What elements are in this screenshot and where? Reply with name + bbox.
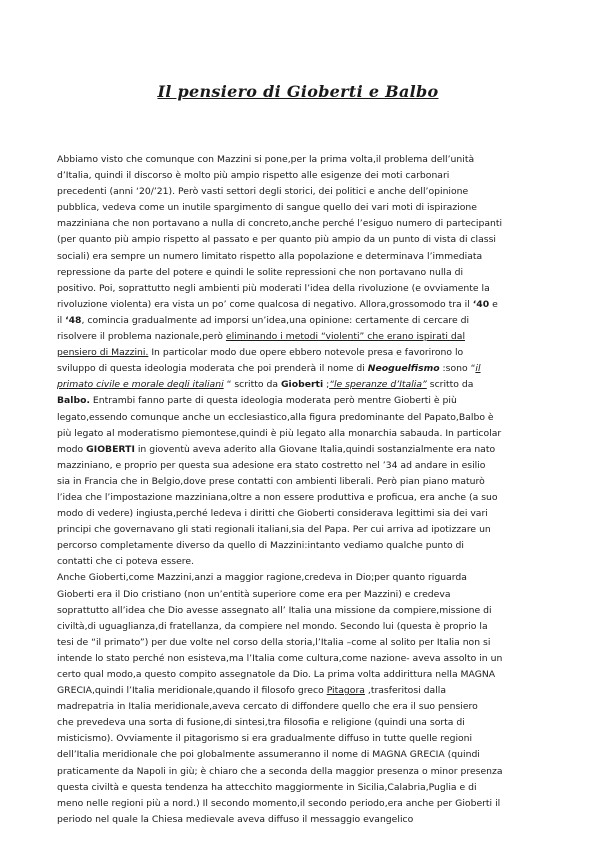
text-run: GIOBERTI [86,443,135,455]
text-run: sociali) era sempre un numero limitato rispetto alla popolazione e determinava l’immediata [57,250,483,262]
text-line [57,168,521,184]
text-line [57,715,521,731]
text-run: ‘48 [65,314,82,326]
text-line [57,699,521,715]
text-line [57,458,521,474]
text-run: “ scritto da [223,379,281,391]
text-line [57,249,521,265]
text-line [57,554,521,570]
text-run: dell’Italia meridionale che poi globalmente assumeranno il nome di MAGNA GRECIA (quindi [57,749,480,761]
text-run: meno nelle regioni più a nord.) Il secondo momento,il secondo periodo,era anche per Gioberti il [57,797,501,809]
text-run: civiltà,di uguaglianza,di fratellanza, da compiere nel mondo. Secondo lui (questa è proprio la [57,620,488,632]
text-line [57,796,521,812]
text-line [57,570,521,586]
text-run: praticamente da Napoli in giù; è chiaro che a seconda della maggior presenza o minor presenza [57,765,503,777]
text-line [57,184,521,200]
text-run: positivo. Poi, soprattutto negli ambienti più moderati l’idea della rivoluzione (e ovviamente la [57,282,490,294]
text-line [57,361,521,377]
text-run: pubblica, vedeva come un inutile spargimento di sangue quello dei vari moti di ispirazione [57,202,477,214]
text-line [57,152,521,168]
text-run: che prevedeva una sorta di fusione,di sintesi,tra filosofia e religione (quindi una sorta di [57,717,465,729]
text-line [57,345,521,361]
text-run: Entrambi fanno parte di questa ideologia moderata però mentre Gioberti è più [89,395,457,407]
text-line [57,216,521,232]
text-line [57,764,521,780]
text-line [57,651,521,667]
text-line [57,474,521,490]
text-run: periodo nel quale la Chiesa medievale aveva diffuso il messaggio evangelico [57,813,414,825]
text-line [57,410,521,426]
text-run: Abbiamo visto che comunque con Mazzini si pone,per la prima volta,il problema dell’unità [57,154,475,165]
text-run: intende lo stato perché non esisteva,ma l’Italia come cultura,come nazione- aveva assolto in un [57,652,503,664]
text-run: contatti che ci poteva essere. [57,556,195,568]
text-line [57,442,521,458]
text-line [57,522,521,538]
text-run: mazziniano, e proprio per questa sua adesione era stato costretto nel ’34 ad andare in esilio [57,459,486,471]
text-run: Pitagora [326,685,365,697]
text-run: il [475,363,481,375]
text-run: scritto da [426,379,474,391]
text-line [57,635,521,651]
text-run: :sono “ [439,363,476,375]
text-run: principi che governavano gli stati regionali italiani,sia del Papa. Per cui arriva ad ipotizzare un [57,524,491,536]
text-run: “le speranze d’Italia” [329,379,427,391]
text-line [57,377,521,393]
text-run: l’idea che l’impostazione mazziniana,oltre a non essere produttiva e proficua, era anche (a suo [57,491,498,503]
document-body [57,152,521,828]
text-run: In particolar modo due opere ebbero notevole presa e favorirono lo [148,347,464,359]
text-line [57,313,521,329]
text-line [57,538,521,554]
text-line [57,812,521,828]
text-line [57,329,521,345]
text-run: questa civiltà e questa tendenza ha attecchito maggiormente in Sicilia,Calabria,Puglia e di [57,781,477,793]
text-line [57,281,521,297]
text-run: il [57,314,66,326]
text-run: pensiero di Mazzini. [57,347,149,359]
text-line [57,780,521,796]
text-run: Balbo. [57,395,90,407]
text-line [57,232,521,248]
text-line [57,393,521,409]
text-run: madrepatria in Italia meridionale,aveva cercato di diffondere quello che era il suo pensiero [57,701,478,713]
text-line [57,603,521,619]
text-run: sviluppo di questa ideologia moderata che poi prenderà il nome di [57,363,368,375]
text-run: certo qual modo,a questo compito assegnatole da Dio. La prima volta addirittura nella MAGNA [57,669,496,680]
text-line [57,490,521,506]
text-run: eliminando i metodi “violenti” che erano ispirati dal [225,331,466,343]
text-run: rivoluzione violenta) era vista un po’ come qualcosa di negativo. Allora,grossomodo tra il [57,298,473,310]
text-run: mazziniana che non portavano a nulla di concreto,anche perché l’esiguo numero di partecipanti [57,218,503,230]
text-line [57,667,521,683]
text-run: soprattutto all’idea che Dio avesse assegnato all’ Italia una missione da compiere,missione di [57,604,492,616]
text-run: d’Italia, quindi il discorso è molto più ampio rispetto alle esigenze dei moti carbonari [57,170,450,182]
text-run: GRECIA,quindi l’Italia meridionale,quando il filosofo greco [57,685,327,697]
text-run: repressione da parte del potere e quindi le solite repressioni che non portavano nulla di [57,266,464,278]
text-run: più legato al moderatismo piemontese,quindi è più legato alla monarchia sabauda. In particolar [57,427,502,439]
text-run: Anche Gioberti,come Mazzini,anzi a maggior ragione,credeva in Dio;per quanto riguarda [57,572,467,584]
text-line [57,683,521,699]
text-run: (per quanto più ampio rispetto al passato e per quanto più ampio da un punto di vista di classi [57,234,496,246]
text-line [57,506,521,522]
text-run: ‘40 [472,298,490,310]
text-line [57,200,521,216]
text-run: Gioberti [280,379,324,391]
text-line [57,731,521,747]
text-line [57,297,521,313]
text-run: modo di vedere) ingiusta,perché ledeva i diritti che Gioberti considerava legittimi sia dei vari [57,508,488,520]
text-run: primato civile e morale degli italiani [57,379,224,391]
text-run: e [489,298,498,310]
document-title: Il pensiero di Gioberti e Balbo [157,82,439,101]
text-run: ; [323,379,330,391]
text-run: precedenti (anni ‘20/’21). Però vasti settori degli storici, dei politici e anche dell’opinione [57,186,469,198]
text-run: misticismo). Ovviamente il pitagorismo si era gradualmente diffuso in tutte quelle regioni [57,733,473,745]
text-run: ,trasferitosi dalla [364,685,447,697]
text-run: modo [57,443,87,455]
text-run: risolvere il problema nazionale,però [57,331,226,343]
text-run: in gioventù aveva aderito alla Giovane Italia,quindi sostanzialmente era nato [134,443,496,455]
text-run: Neoguelfismo [367,363,440,375]
text-line [57,426,521,442]
text-run: sia in Francia che in Belgio,dove prese contatti con ambienti liberali. Però pian piano maturò [57,475,485,487]
text-run: percorso completamente diverso da quello di Mazzini:intanto vediamo qualche punto di [57,540,464,552]
text-run: tesi de “il primato”) per due volte nel corso della storia,l’Italia –come al solito per Italia non si [57,636,491,648]
text-run: Gioberti era il Dio cristiano (non un’entità superiore come era per Mazzini) e credeva [57,588,451,600]
text-line [57,747,521,763]
text-line [57,619,521,635]
text-run: , comincia gradualmente ad imporsi un’idea,una opinione: certamente di cercare di [81,314,470,326]
text-line [57,587,521,603]
text-line [57,265,521,281]
text-run: legato,essendo comunque anche un ecclesiastico,alla figura predominante del Papato,Balbo è [57,411,494,423]
